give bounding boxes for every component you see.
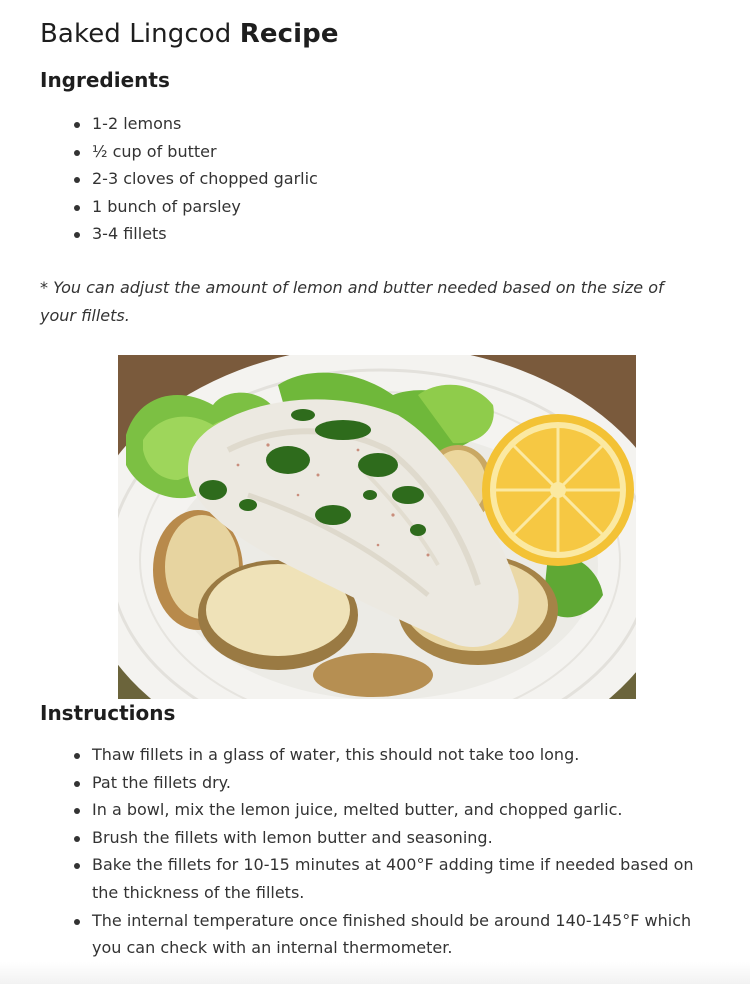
adjustment-note: * You can adjust the amount of lemon and butter needed based on the size of your fillets. <box>40 278 664 325</box>
ingredient-item: 2-3 cloves of chopped garlic <box>0 165 700 193</box>
instructions-heading: Instructions <box>40 701 176 725</box>
title-bold-text: Recipe <box>239 19 339 49</box>
page-title <box>40 19 339 49</box>
instruction-step: Bake the fillets for 10-15 minutes at 400°F adding time if needed based on the thickness of the fillets. <box>0 851 710 906</box>
title-text: Baked Lingcod <box>40 19 240 49</box>
instruction-step: Brush the fillets with lemon butter and seasoning. <box>0 824 710 852</box>
ingredients-list <box>0 110 700 248</box>
instructions-list <box>0 741 710 962</box>
ingredient-item: ½ cup of butter <box>0 138 700 166</box>
lemon-slice <box>482 414 634 566</box>
ingredient-item: 3-4 fillets <box>0 220 700 248</box>
instruction-step: In a bowl, mix the lemon juice, melted butter, and chopped garlic. <box>0 796 710 824</box>
ingredient-item: 1-2 lemons <box>0 110 700 138</box>
ingredients-heading: Ingredients <box>40 68 170 92</box>
dish-photo-illustration <box>118 355 636 699</box>
instruction-step: Thaw fillets in a glass of water, this should not take too long. <box>0 741 710 769</box>
bottom-fade <box>0 962 750 984</box>
ingredient-item: 1 bunch of parsley <box>0 193 700 221</box>
instruction-step: The internal temperature once finished should be around 140-145°F which you can check with an internal thermometer. <box>0 907 710 962</box>
instruction-step: Pat the fillets dry. <box>0 769 710 797</box>
dish-photo <box>118 355 636 699</box>
